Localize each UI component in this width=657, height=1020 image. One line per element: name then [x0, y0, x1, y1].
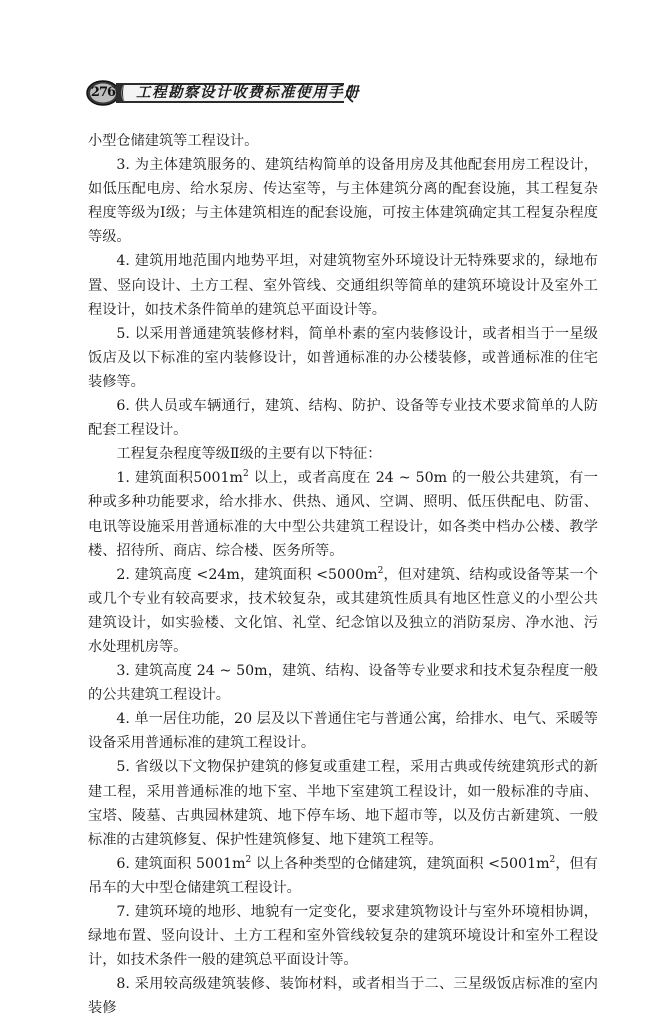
paragraph: 工程复杂程度等级Ⅱ级的主要有以下特征：: [116, 446, 382, 463]
paragraph: [88, 563, 598, 659]
text-run: ，但对建筑、结构或设备等某一个或几个专业有较高要求，技术较复杂，或其建筑性质具有地区性意义的小型公共建筑设计，如实验楼、文化馆、礼堂、纪念馆以及独立的消防泵房、净水池、污水处理机房等。: [88, 566, 598, 655]
paragraph: 3. 建筑高度 24 ~ 50m，建筑、结构、设备等专业要求和技术复杂程度一般的公共建筑工程设计。: [88, 663, 598, 704]
paragraph: 8. 采用较高级建筑装修、装饰材料，或者相当于二、三星级饭店标准的室内装修: [88, 976, 598, 1017]
text-run: ，但有吊车的大中型仓储建筑工程设计。: [88, 855, 598, 896]
text-run: 以上，或者高度在 24 ~ 50m 的一般公共建筑，有一种或多种功能要求，给水排水、供热、通风、空调、照明、低压供配电、防雷、电讯等设施采用普通标准的大中型公共建筑工程设计，如各类中档办公楼、教学楼、招待所、商店、综合楼、医务所等。: [88, 470, 598, 559]
paragraph: 6. 供人员或车辆通行，建筑、结构、防护、设备等专业技术要求简单的人防配套工程设计。: [88, 398, 598, 439]
superscript: 2: [243, 469, 249, 480]
paragraph: 7. 建筑环境的地形、地貌有一定变化，要求建筑物设计与室外环境相协调，绿地布置、竖向设计、土方工程和室外管线较复杂的建筑环境设计和室外工程设计，如技术条件一般的建筑总平面设计等。: [88, 904, 598, 969]
paragraph: 5. 省级以下文物保护建筑的修复或重建工程，采用古典或传统建筑形式的新建工程，采用普通标准的地下室、半地下室建筑工程设计，如一般标准的寺庙、宝塔、陵墓、古典园林建筑、地下停车场、地下超市等，以及仿古新建筑、一般标准的古建筑修复、保护性建筑修复、地下建筑工程等。: [88, 759, 598, 848]
paragraph: 4. 单一居住功能，20 层及以下普通住宅与普通公寓，给排水、电气、采暖等设备采用普通标准的建筑工程设计。: [88, 711, 598, 752]
paragraph: 5. 以采用普通建筑装修材料，简单朴素的室内装修设计，或者相当于一星级饭店及以下标准的室内装修设计，如普通标准的办公楼装修，或普通标准的住宅装修等。: [88, 325, 598, 390]
paragraph: [88, 852, 598, 900]
running-header: [86, 79, 360, 107]
book-title: 工程勘察设计收费标准使用手册: [136, 85, 360, 101]
paragraph: [88, 466, 598, 562]
page-number: 276: [90, 85, 116, 100]
text-run: 1. 建筑面积5001m: [116, 470, 243, 487]
paragraph: 3. 为主体建筑服务的、建筑结构简单的设备用房及其他配套用房工程设计，如低压配电房、给水泵房、传达室等，与主体建筑分离的配套设施，其工程复杂程度等级为Ⅰ级；与主体建筑相连的配套设施，可按主体建筑确定其工程复杂程度等级。: [88, 157, 598, 246]
text-run: 以上各种类型的仓储建筑，建筑面积 <5001m: [251, 855, 550, 872]
superscript: 2: [377, 565, 384, 576]
paragraph: 小型仓储建筑等工程设计。: [88, 133, 259, 149]
superscript: 2: [245, 854, 252, 865]
superscript: 2: [549, 854, 556, 865]
text-run: 6. 建筑面积 5001m: [116, 855, 246, 872]
paragraph: 4. 建筑用地范围内地势平坦，对建筑物室外环境设计无特殊要求的，绿地布置、竖向设计、土方工程、室外管线、交通组织等简单的建筑环境设计及室外工程设计，如技术条件简单的建筑总平面设计等。: [88, 253, 598, 318]
body-text: [88, 129, 598, 1020]
text-run: 2. 建筑高度 <24m，建筑面积 <5000m: [116, 566, 378, 583]
